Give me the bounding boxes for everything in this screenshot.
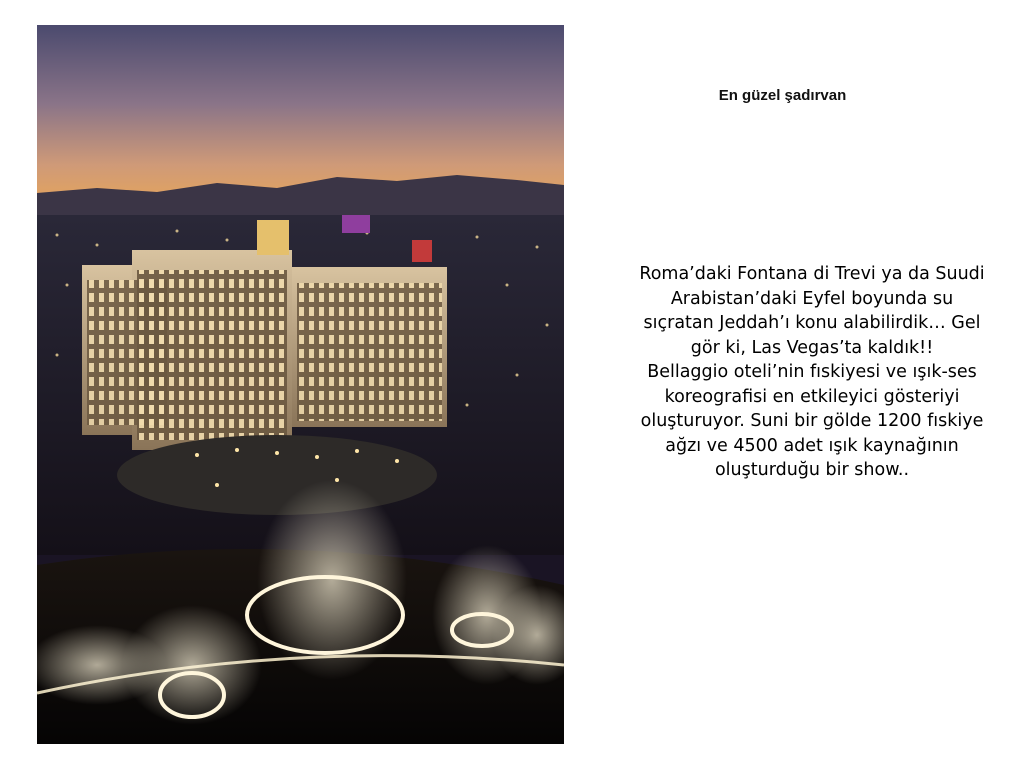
paragraph-bellagio: Bellaggio oteli’nin fıskiyesi ve ışık-ses koreografisi en etkileyici gösteriyi oluşturuyor. Suni bir gölde 1200 fıskiye ağzı ve 4500 adet ışık kaynağının oluşturduğu bir show.. (640, 362, 984, 480)
paragraph-intro: Roma’daki Fontana di Trevi ya da Suudi Arabistan’daki Eyfel boyunda su sıçratan Jeddah’ı konu alabilirdik… Gel gör ki, Las Vegas’ta kaldık!! (639, 264, 985, 358)
slide-title: En güzel şadırvan (718, 87, 847, 104)
slide-body (636, 262, 988, 483)
bellagio-fountain-photo (37, 25, 564, 744)
